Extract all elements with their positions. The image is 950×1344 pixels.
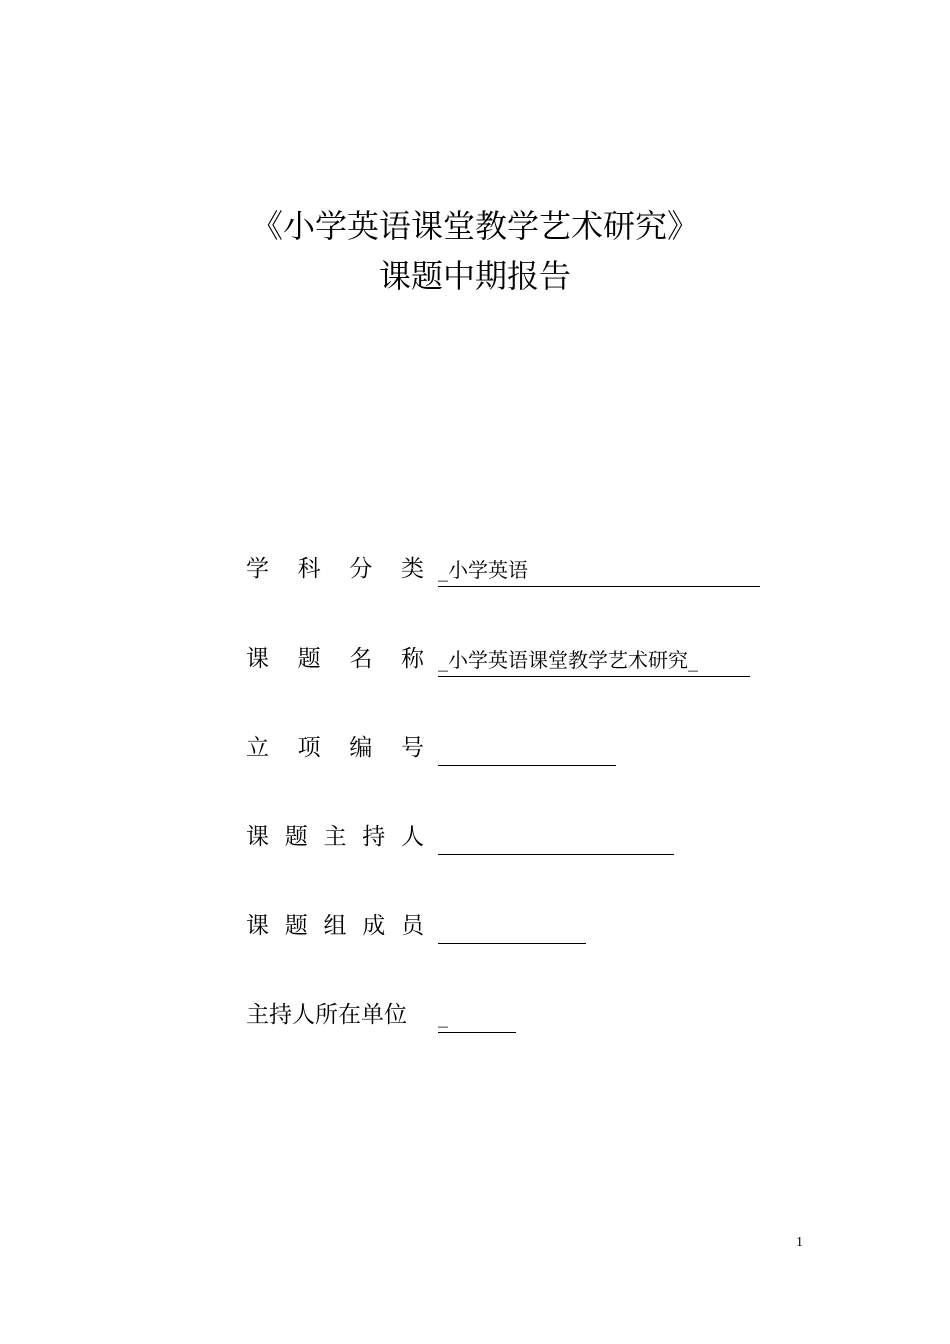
field-value-project-host[interactable] bbox=[438, 824, 674, 855]
field-project-number bbox=[246, 731, 806, 765]
page-number: 1 bbox=[796, 1235, 803, 1250]
field-value-text: _ bbox=[438, 1004, 448, 1028]
field-value-project-number[interactable] bbox=[438, 735, 616, 766]
field-project-name bbox=[246, 642, 806, 676]
label-char: 项 bbox=[297, 735, 321, 761]
report-title-line-2: 课题中期报告 bbox=[378, 257, 571, 295]
label-char: 立 bbox=[246, 735, 269, 761]
field-label-project-number bbox=[246, 731, 424, 765]
label-char: 成 bbox=[362, 913, 386, 939]
label-char: 科 bbox=[297, 556, 321, 582]
field-value-project-name[interactable] bbox=[438, 646, 750, 677]
field-team-members bbox=[246, 909, 806, 943]
label-char: 主 bbox=[323, 824, 347, 850]
label-char: 课 bbox=[246, 913, 269, 939]
label-char: 号 bbox=[400, 735, 424, 761]
field-value-team-members[interactable] bbox=[438, 913, 586, 944]
label-char: 学 bbox=[246, 556, 269, 582]
label-char: 组 bbox=[323, 913, 347, 939]
label-char: 人 bbox=[401, 824, 424, 850]
field-host-organization bbox=[246, 998, 806, 1032]
label-char: 称 bbox=[400, 646, 424, 672]
field-project-host bbox=[246, 820, 806, 854]
field-subject-category bbox=[246, 552, 806, 586]
field-label-project-name bbox=[246, 642, 424, 676]
label-char: 名 bbox=[349, 646, 373, 672]
field-value-text: _小学英语 bbox=[438, 558, 528, 582]
label-char: 持 bbox=[362, 824, 386, 850]
report-title-line-1: 《小学英语课堂教学艺术研究》 bbox=[250, 207, 699, 245]
label-char: 课 bbox=[246, 646, 269, 672]
label-char: 题 bbox=[284, 913, 308, 939]
label-char: 员 bbox=[401, 913, 424, 939]
field-label-host-organization bbox=[246, 998, 426, 1032]
label-char: 课 bbox=[246, 824, 269, 850]
label-char: 分 bbox=[349, 556, 373, 582]
label-text: 主持人所在单位 bbox=[246, 1002, 407, 1028]
field-label-team-members bbox=[246, 909, 424, 943]
field-value-host-organization[interactable] bbox=[438, 1002, 516, 1033]
label-char: 题 bbox=[297, 646, 321, 672]
field-label-subject-category bbox=[246, 552, 424, 586]
label-char: 题 bbox=[284, 824, 308, 850]
field-value-subject-category[interactable] bbox=[438, 556, 760, 587]
label-char: 编 bbox=[349, 735, 373, 761]
field-value-text: _小学英语课堂教学艺术研究_ bbox=[438, 648, 698, 672]
label-char: 类 bbox=[400, 556, 424, 582]
field-label-project-host bbox=[246, 820, 424, 854]
